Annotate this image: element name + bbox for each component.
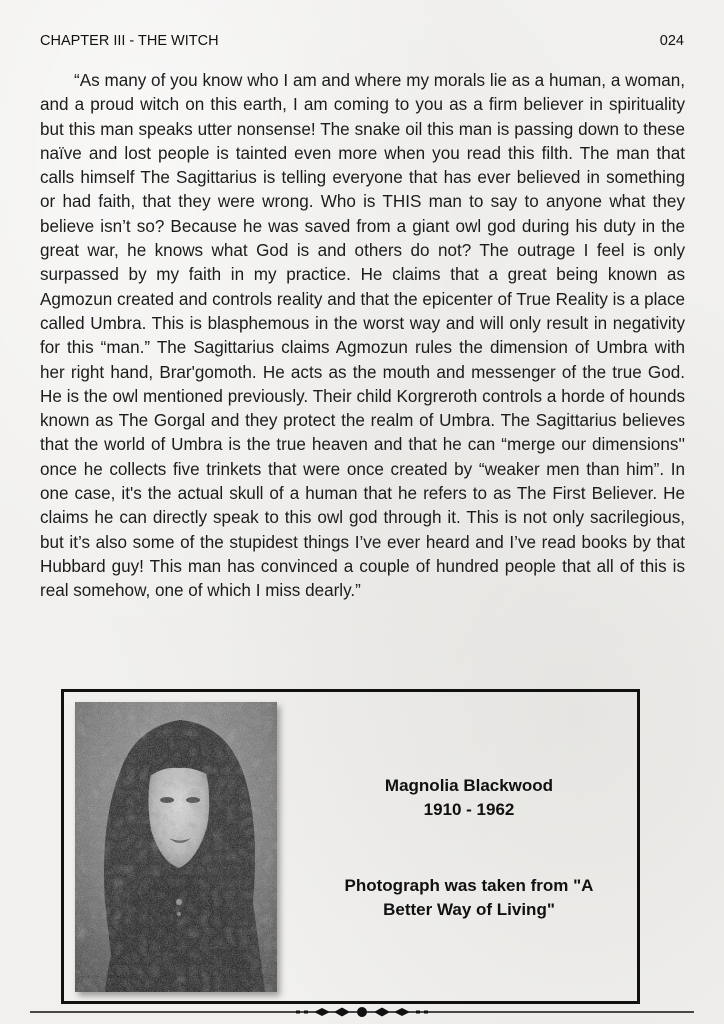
- subject-dates: 1910 - 1962: [423, 800, 515, 819]
- portrait-photo: [75, 702, 277, 992]
- page-header: [40, 33, 684, 51]
- photo-caption-source: [304, 874, 634, 922]
- photo-frame: [61, 689, 640, 1004]
- page-number: 024: [659, 33, 684, 49]
- source-line-2: Better Way of Living": [383, 900, 555, 919]
- subject-name: Magnolia Blackwood: [384, 776, 554, 795]
- photo-caption-subject: [304, 774, 634, 822]
- body-paragraph: “As many of you know who I am and where my morals lie as a human, a woman, and a proud witch on this earth, I am coming to you as a firm believer in spirituality but this man speaks utter nonsense! The snake oil this man is passing down to these naïve and lost people is tainted even more when you read this filth. The man that calls himself The Sagittarius is telling everyone that has ever believed in something or had faith, that they were wrong. Who is THIS man to say to anyone what they believe isn’t so? Because he was saved from a giant owl god during his duty in the great war, he knows what God is and others do not? The outrage I feel is only surpassed by my faith in my practice. He claims that a great being known as Agmozun created and controls reality and that the epicenter of True Reality is a place called Umbra. This is blasphemous in the worst way and will only result in negativity for this “man.” The Sagittarius claims Agmozun rules the dimension of Umbra with her right hand, Brar'gomoth. He acts as the mouth and messenger of the true God. He is the owl mentioned previously. Their child Korgreroth controls a horde of hounds known as The Gorgal and they protect the realm of Umbra. The Sagittarius believes that the world of Umbra is the true heaven and that he can “merge our dimensions'' once he collects five trinkets that were once created by “weaker men than him”. In one case, it's the actual skull of a human that he refers to as The First Believer. He claims he can directly speak to this owl god through it. This is not only sacrilegious, but it’s also some of the stupidest things I’ve ever heard and I’ve read books by that Hubbard guy! This man has convinced a couple of hundred people that all of this is real somehow, one of which I miss dearly.”: [40, 71, 685, 601]
- chapter-title: CHAPTER III - THE WITCH: [40, 33, 219, 49]
- source-line-1: Photograph was taken from "A: [344, 876, 594, 895]
- portrait-illustration: [75, 702, 277, 992]
- footer-ornament-divider: [30, 1005, 694, 1019]
